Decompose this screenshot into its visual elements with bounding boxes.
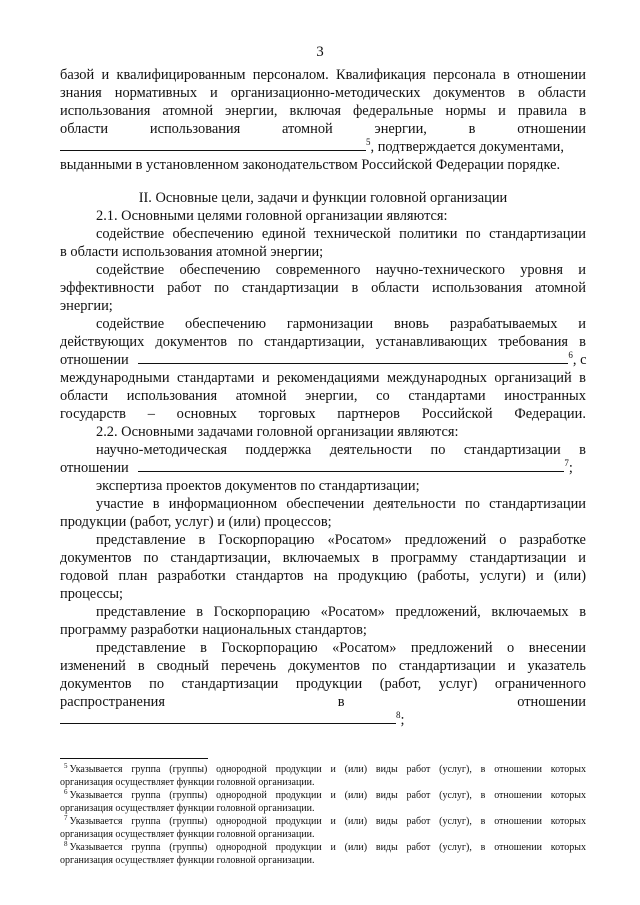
task-6-line-2 [60, 657, 586, 675]
word: услуги) [479, 568, 526, 584]
word: предложений, [395, 604, 481, 620]
word: использования [431, 280, 523, 296]
footnote-number: 8 [64, 840, 68, 848]
task-6-line-1 [96, 639, 586, 657]
word: (или) [344, 842, 368, 853]
task-5-line-1 [96, 603, 586, 621]
word: по [465, 496, 480, 512]
footnote-ref-6: 6 [568, 350, 573, 360]
goal-3-line-3-start: отношении [60, 352, 129, 368]
word: использования [126, 388, 218, 404]
word: иностранных [504, 388, 586, 404]
word: работ [406, 790, 431, 801]
intro-line-2 [60, 84, 586, 102]
task-1-line-1 [96, 441, 586, 459]
word: знания [60, 85, 102, 101]
footnote-lead [64, 790, 123, 803]
word: в [579, 103, 586, 119]
intro-line-5 [60, 138, 586, 156]
word: (услуг), [439, 816, 472, 827]
word: рекомендациями [277, 370, 380, 386]
word: в [371, 550, 379, 566]
word: по [465, 226, 481, 242]
word: атомной [235, 388, 287, 404]
word: содействие [96, 226, 165, 242]
word: и [210, 85, 218, 101]
word: однородной [216, 790, 267, 801]
footnote-5-line-2: организация осуществляет функции головной организации. [60, 777, 315, 788]
word: сводный [156, 658, 209, 674]
word: основных [176, 406, 237, 422]
footnote-lead [64, 816, 123, 829]
word: предложений [410, 640, 493, 656]
word: виды [375, 764, 398, 775]
word: области [537, 85, 586, 101]
footnote-ref-5: 5 [366, 137, 371, 147]
word: (группы) [169, 816, 208, 827]
word: устанавливающих [375, 334, 488, 350]
word: и [101, 67, 110, 83]
goal-3-line-1 [96, 315, 586, 333]
word: в [198, 532, 206, 548]
word: использования [149, 121, 241, 137]
word: включая [289, 103, 341, 119]
word: стандартизации [489, 496, 586, 512]
word: отношении [517, 121, 586, 137]
task-4-line-1 [96, 531, 586, 549]
word: в [579, 604, 586, 620]
task-6-line-3 [60, 675, 586, 693]
word: и [578, 316, 586, 332]
word: (или) [553, 568, 586, 584]
word: обеспечению [179, 262, 261, 278]
word: разрабатываемых [449, 316, 558, 332]
word: партнеров [337, 406, 400, 422]
task-6-line-4 [60, 693, 586, 711]
word: нормативных [114, 85, 198, 101]
word: (группы) [169, 764, 208, 775]
word: (услуг), [439, 842, 472, 853]
goal-3-line-5 [60, 387, 586, 405]
word: в [152, 496, 160, 512]
word: на [313, 568, 328, 584]
word: в [480, 816, 486, 827]
word: и [330, 790, 336, 801]
word: и [330, 842, 336, 853]
word: ограниченного [494, 676, 586, 692]
word: «Росатом» [332, 640, 397, 656]
word: и [578, 262, 586, 278]
word: со [376, 388, 390, 404]
word: стандартами [177, 370, 255, 386]
word: содействие [96, 316, 165, 332]
word: эффективности [60, 280, 155, 296]
word: действующих [60, 334, 145, 350]
word: персоналом. [252, 67, 329, 83]
word: энергии, [374, 121, 427, 137]
word: программу [390, 550, 458, 566]
word: (или) [344, 764, 368, 775]
word: работ [406, 842, 431, 853]
task-1-line-2-end: ; [568, 460, 573, 476]
word: нормы [445, 103, 487, 119]
word: виды [375, 790, 398, 801]
word: стандартов [235, 568, 304, 584]
word: Госкорпорацию [218, 532, 315, 548]
intro-line-6: выданными в установленном законодательством Российской Федерации порядке. [60, 157, 561, 173]
word: по [430, 442, 446, 458]
word: Указывается [69, 842, 123, 853]
word: технической [314, 226, 391, 242]
word: и [536, 568, 544, 584]
word: по [214, 280, 229, 296]
task-4-line-4: процессы; [60, 586, 123, 602]
goal-3-line-3-end: , с [572, 352, 587, 368]
word: (группы) [169, 790, 208, 801]
page-number: 3 [316, 44, 324, 60]
word: в [579, 370, 586, 386]
footnote-lead [64, 842, 123, 855]
clause-2-1: 2.1. Основными целями головной организации являются: [96, 208, 448, 224]
word: которых [550, 842, 586, 853]
word: стандартизации [398, 658, 496, 674]
task-3-line-2: продукции (работ, услуг) и (или) процессов; [60, 514, 332, 530]
task-4-line-3 [60, 567, 586, 585]
word: внесении [528, 640, 586, 656]
word: персонала [433, 67, 496, 83]
task-5-line-2: программу разработки национальных стандартов; [60, 622, 367, 638]
word: продукции [295, 676, 363, 692]
word: квалифицированным [116, 67, 246, 83]
word: в [200, 640, 207, 656]
word: атомной [162, 103, 214, 119]
word: (или) [344, 816, 368, 827]
word: документов [60, 676, 132, 692]
word: области [60, 388, 109, 404]
word: научно-методическая [96, 442, 228, 458]
word: требования [498, 334, 569, 350]
word: политики [399, 226, 458, 242]
word: атомной [535, 280, 586, 296]
word: области [60, 121, 109, 137]
word: которых [550, 764, 586, 775]
word: стандартизации [489, 226, 586, 242]
word: по [143, 550, 159, 566]
goal-3-line-2 [60, 333, 586, 351]
word: в [480, 764, 486, 775]
footnote-ref-7: 7 [564, 458, 569, 468]
task-6-word: в [337, 694, 345, 710]
goal-3-line-6 [60, 405, 586, 423]
word: которых [550, 790, 586, 801]
word: отношении [494, 816, 542, 827]
word: продукции [275, 790, 322, 801]
word: предложений [404, 532, 487, 548]
word: документов [60, 550, 132, 566]
word: использования [60, 103, 151, 119]
word: стандартами [408, 388, 486, 404]
word: по [371, 658, 387, 674]
word: в [518, 85, 525, 101]
word: и [578, 550, 586, 566]
word: группа [131, 842, 161, 853]
word: Указывается [69, 816, 123, 827]
footnote-8-line-2: организация осуществляет функции головной организации. [60, 855, 315, 866]
word: в [480, 842, 486, 853]
word: услуг) [438, 676, 478, 692]
word: работ [406, 764, 431, 775]
word: разработки [157, 568, 226, 584]
word: однородной [216, 842, 267, 853]
word: Российской [421, 406, 493, 422]
task-6-word: отношении [517, 694, 586, 710]
word: Федерации. [514, 406, 586, 422]
footnote-lead [64, 764, 123, 777]
clause-2-2: 2.2. Основными задачами головной организации являются: [96, 424, 459, 440]
blank-line [138, 351, 568, 364]
footnote-8-line-1 [64, 842, 586, 855]
footnote-7-line-1 [64, 816, 586, 829]
task-6-line-5-end: ; [400, 712, 405, 728]
word: и [330, 764, 336, 775]
word: торговых [258, 406, 316, 422]
word: обеспечению [172, 226, 254, 242]
word: (работ, [379, 676, 422, 692]
word: документов [288, 658, 360, 674]
word: продукции [275, 764, 322, 775]
task-4-line-2 [60, 549, 586, 567]
task-3-line-1 [96, 495, 586, 513]
word: «Росатом» [320, 604, 385, 620]
word: Указывается [69, 790, 123, 801]
word: гармонизации [286, 316, 374, 332]
footnote-7-line-2: организация осуществляет функции головной организации. [60, 829, 315, 840]
word: – [147, 406, 155, 422]
word: в [351, 280, 359, 296]
goal-2-line-3: энергии; [60, 298, 113, 314]
word: международных [387, 370, 487, 386]
footnote-6-line-1 [64, 790, 586, 803]
blank-line [60, 711, 396, 724]
word: в [579, 334, 586, 350]
footnote-number: 6 [64, 788, 68, 796]
word: вновь [393, 316, 429, 332]
word: «Росатом» [327, 532, 392, 548]
word: базой [60, 67, 95, 83]
word: однородной [216, 764, 267, 775]
word: Квалификация [335, 67, 426, 83]
word: указатель [527, 658, 586, 674]
word: отношении [494, 842, 542, 853]
footnote-ref-8: 8 [396, 710, 401, 720]
word: (работы, [417, 568, 470, 584]
word: о [507, 640, 515, 656]
word: по [238, 334, 254, 350]
word: правила [517, 103, 568, 119]
word: продукцию [337, 568, 408, 584]
word: отношении [494, 790, 542, 801]
word: научно-технического [375, 262, 505, 278]
word: о [499, 532, 507, 548]
word: работ [406, 816, 431, 827]
word: Указывается [69, 764, 123, 775]
word: в [579, 442, 586, 458]
intro-line-5-tail: , подтверждается документами, [370, 139, 564, 155]
word: в [480, 790, 486, 801]
word: уровня [520, 262, 563, 278]
word: (услуг), [439, 764, 472, 775]
word: перечень [221, 658, 277, 674]
word: продукции [275, 842, 322, 853]
footnote-5-line-1 [64, 764, 586, 777]
intro-line-4 [60, 120, 586, 138]
word: работ [167, 280, 202, 296]
goal-3-line-4 [60, 369, 586, 387]
goal-2-line-1 [96, 261, 586, 279]
word: в [137, 658, 145, 674]
word: обеспечении [286, 496, 365, 512]
word: международными [60, 370, 170, 386]
footnote-6-line-2: организация осуществляет функции головной организации. [60, 803, 315, 814]
task-6-word: распространения [60, 694, 165, 710]
word: по [149, 676, 165, 692]
word: виды [375, 816, 398, 827]
word: энергии, [225, 103, 278, 119]
word: годовой [60, 568, 109, 584]
word: и [498, 103, 506, 119]
word: отношении [517, 67, 586, 83]
word: группа [131, 816, 161, 827]
word: в [196, 604, 204, 620]
word: представление [96, 604, 186, 620]
word: разработке [519, 532, 586, 548]
word: стандартизации [463, 442, 561, 458]
word: современного [275, 262, 361, 278]
task-1-line-2 [60, 459, 586, 477]
word: представление [96, 640, 186, 656]
word: отношении [494, 764, 542, 775]
section-heading: II. Основные цели, задачи и функции головной организации [138, 190, 508, 206]
word: (группы) [169, 842, 208, 853]
footnote-separator [60, 758, 208, 759]
word: документов [433, 85, 506, 101]
word: стандартизации, [264, 334, 365, 350]
goal-3-line-3 [60, 351, 586, 369]
intro-line-1 [60, 66, 586, 84]
word: информационном [168, 496, 278, 512]
task-2: экспертиза проектов документов по стандартизации; [96, 478, 420, 494]
intro-line-3 [60, 102, 586, 120]
word: деятельности [329, 442, 413, 458]
word: области [371, 280, 420, 296]
word: виды [375, 842, 398, 853]
word: изменений [60, 658, 126, 674]
word: обеспечению [185, 316, 266, 332]
word: и [330, 816, 336, 827]
word: Госкорпорацию [221, 640, 318, 656]
word: энергии, [305, 388, 358, 404]
word: организаций [494, 370, 572, 386]
word: план [118, 568, 148, 584]
footnote-number: 7 [64, 814, 68, 822]
goal-1-line-1 [96, 225, 586, 243]
word: деятельности [373, 496, 456, 512]
word: и [261, 370, 270, 386]
word: представление [96, 532, 186, 548]
word: включаемых [282, 550, 360, 566]
goal-1-line-2: в области использования атомной энергии; [60, 244, 324, 260]
word: организационно-методических [230, 85, 421, 101]
word: однородной [216, 816, 267, 827]
word: Госкорпорацию [213, 604, 310, 620]
footnote-number: 5 [64, 762, 68, 770]
task-1-line-2-start: отношении [60, 460, 129, 476]
word: и [507, 658, 516, 674]
word: группа [131, 764, 161, 775]
word: участие [96, 496, 144, 512]
goal-2-line-2 [60, 279, 586, 297]
word: (услуг), [439, 790, 472, 801]
word: поддержка [245, 442, 312, 458]
word: государств [60, 406, 126, 422]
word: которых [550, 816, 586, 827]
word: группа [131, 790, 161, 801]
word: единой [261, 226, 306, 242]
word: в [468, 121, 476, 137]
word: стандартизации [469, 550, 567, 566]
word: документов [155, 334, 228, 350]
word: в [503, 67, 510, 83]
word: стандартизации [181, 676, 279, 692]
blank-line [138, 459, 564, 472]
word: содействие [96, 262, 165, 278]
word: включаемых [491, 604, 569, 620]
word: стандартизации, [170, 550, 271, 566]
word: продукции [275, 816, 322, 827]
word: федеральные [352, 103, 434, 119]
blank-line [60, 138, 366, 151]
word: (или) [344, 790, 368, 801]
word: стандартизации [241, 280, 339, 296]
task-6-line-5 [60, 711, 586, 729]
word: атомной [282, 121, 333, 137]
